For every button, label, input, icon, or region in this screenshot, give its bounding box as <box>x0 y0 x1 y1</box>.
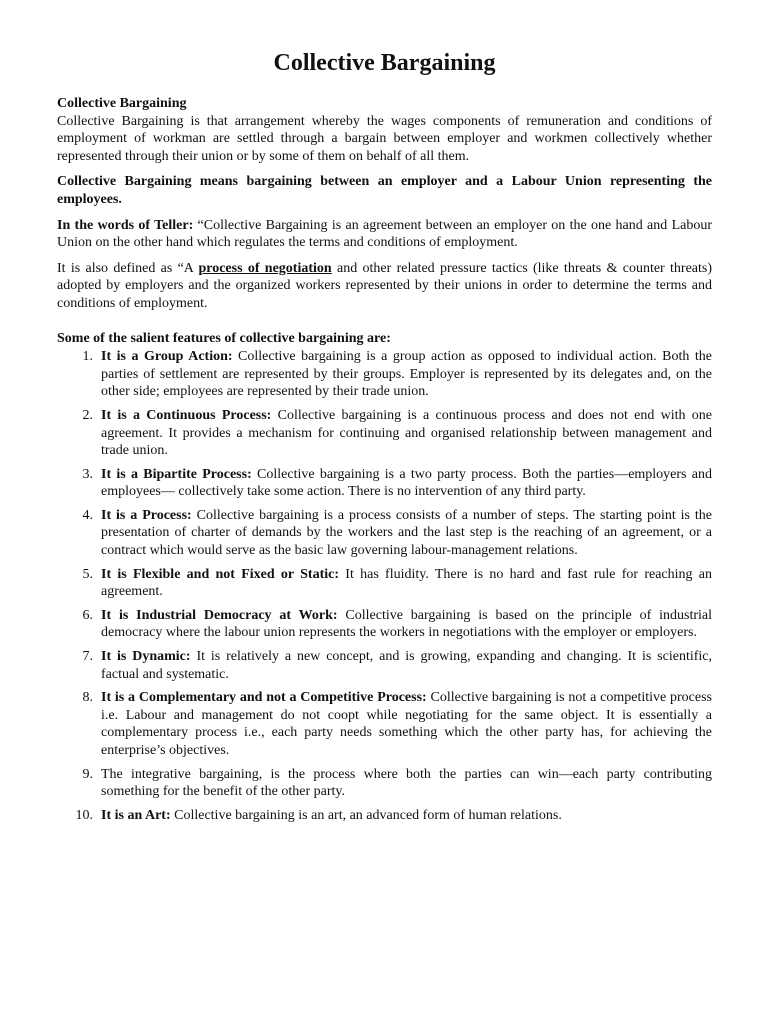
document-page <box>57 0 712 830</box>
item-lead: It is a Group Action: <box>101 349 233 365</box>
item-number: 4. <box>82 507 93 523</box>
definition-paragraph: Collective Bargaining means bargaining between an employer and a Labour Union representing the employees. <box>57 174 712 207</box>
also-defined-after: and other related pressure tactics (like threats & counter threats) adopted by employers and the organized workers represented by their unions in order to determine the terms and conditions of employment. <box>57 260 712 311</box>
item-number: 10. <box>75 807 93 823</box>
item-lead: It is Industrial Democracy at Work: <box>101 607 338 623</box>
item-number: 7. <box>82 649 93 665</box>
item-lead: It is a Process: <box>101 507 192 523</box>
item-text: Collective bargaining is based on the principle of industrial democracy where the labour union represents the workers in negotiations with the employer or employers. <box>101 607 712 641</box>
item-text: Collective bargaining is a group action as opposed to individual action. Both the parties of settlement are represented by their groups. Employer is represented by its delegates and, on the other side; employees are represented by their trade union. <box>101 349 712 400</box>
item-lead: It is a Bipartite Process: <box>101 466 252 482</box>
item-number: 1. <box>82 349 93 365</box>
list-item <box>57 407 712 460</box>
document-title: Collective Bargaining <box>273 50 496 76</box>
item-number: 9. <box>82 766 93 782</box>
list-item <box>57 807 712 825</box>
also-defined-paragraph <box>57 260 712 313</box>
item-text: The integrative bargaining, is the process where both the parties can win—each party contributing something for the benefit of the other party. <box>101 766 712 800</box>
intro-paragraph <box>57 95 712 165</box>
item-text: It has fluidity. There is no hard and fast rule for reaching an agreement. <box>101 566 712 600</box>
process-of-negotiation-term: process of negotiation <box>198 260 332 276</box>
item-lead: It is Flexible and not Fixed or Static: <box>101 566 340 582</box>
item-lead: It is a Complementary and not a Competitive Process: <box>101 690 427 706</box>
item-number: 8. <box>82 690 93 706</box>
item-number: 3. <box>82 466 93 482</box>
item-lead: It is an Art: <box>101 807 171 823</box>
item-text: It is relatively a new concept, and is growing, expanding and changing. It is scientific, factual and systematic. <box>101 649 712 682</box>
item-lead: It is Dynamic: <box>101 649 191 665</box>
list-item <box>57 766 712 801</box>
features-list <box>57 348 712 824</box>
item-text: Collective bargaining is not a competitive process i.e. Labour and management do not coopt while negotiating for the same object. It is essentially a complementary process i.e., each party needs something which the other party has, for achieving the enterprise’s objectives. <box>101 690 713 758</box>
list-item <box>57 607 712 642</box>
list-item <box>57 348 712 401</box>
item-text: Collective bargaining is a continuous process and does not end with one agreement. It provides a mechanism for continuing and organised relationship between management and trade union. <box>101 407 713 459</box>
item-text: Collective bargaining is a process consists of a number of steps. The starting point is the presentation of charter of demands by the workers and the last step is the reaching of an agreement, or a contract which would serve as the basic law governing labour-management relations. <box>101 507 713 559</box>
item-number: 2. <box>82 407 93 423</box>
teller-text: “Collective Bargaining is an agreement between an employer on the one hand and Labour Union on the other hand which regulates the terms and conditions of employment. <box>57 217 713 251</box>
item-text: Collective bargaining is a two party process. Both the parties—employers and employees— collectively take some action. There is no intervention of any third party. <box>101 466 713 500</box>
list-item <box>57 466 712 501</box>
item-text: Collective bargaining is an art, an advanced form of human relations. <box>170 807 562 823</box>
list-item <box>57 507 712 560</box>
intro-text: Collective Bargaining is that arrangement whereby the wages components of remuneration and conditions of employment of workman are settled through a bargain between employer and workmen collectively whether represented through their union or by some of them on behalf of all them. <box>57 113 712 164</box>
teller-lead: In the words of Teller: <box>57 217 194 233</box>
list-item <box>57 648 712 683</box>
features-heading: Some of the salient features of collective bargaining are: <box>57 330 391 346</box>
list-item <box>57 689 712 759</box>
intro-heading: Collective Bargaining <box>57 96 187 111</box>
item-lead: It is a Continuous Process: <box>101 407 272 423</box>
item-number: 5. <box>82 566 93 582</box>
item-number: 6. <box>82 607 93 623</box>
list-item <box>57 566 712 601</box>
teller-paragraph <box>57 217 712 252</box>
also-defined-before: It is also defined as “A <box>57 260 199 276</box>
